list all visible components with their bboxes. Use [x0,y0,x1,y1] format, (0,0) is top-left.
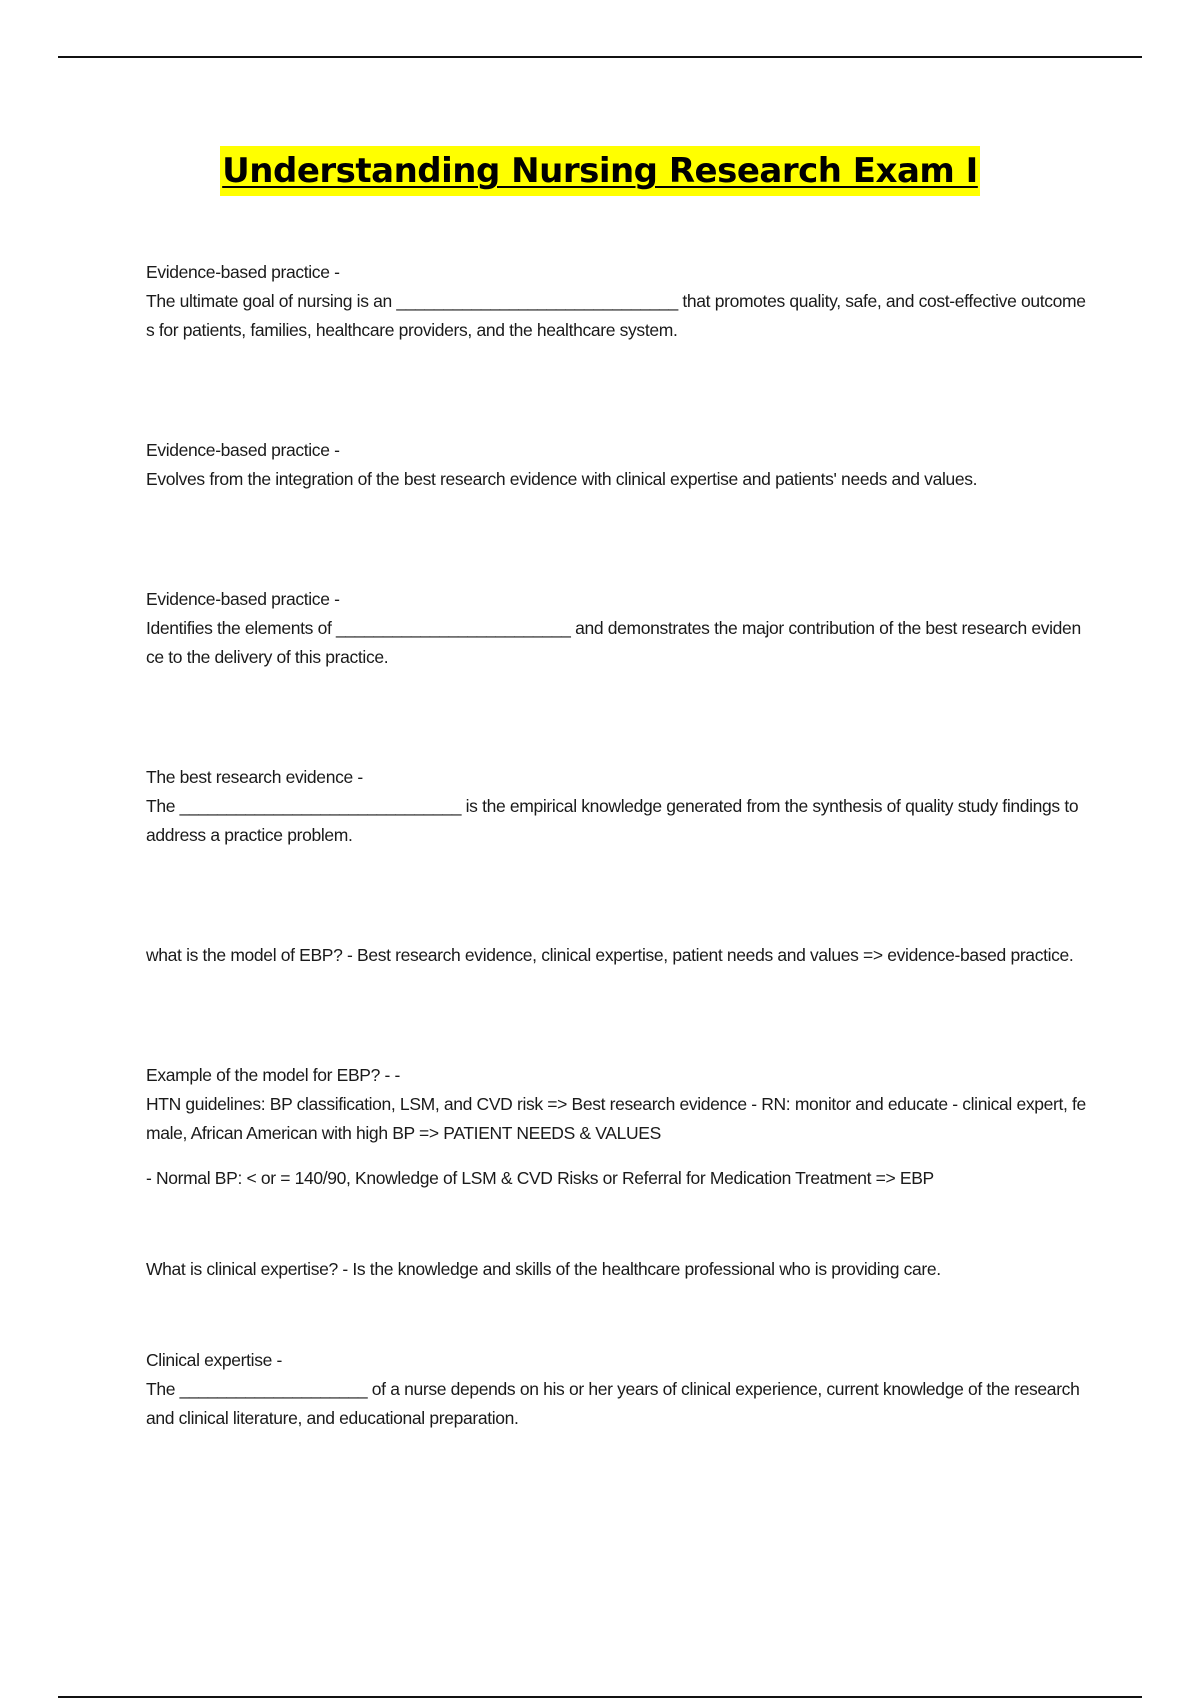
entry-text [146,287,1086,345]
fill-in-blank: _________________________ [335,618,571,638]
entry-text [146,792,1086,850]
text-before-blank: The ultimate goal of nursing is an [146,291,397,311]
text-after-blank: that promotes quality, safe, and cost-effective outcomes for patients, families, healthcare providers, and the healthcare system. [146,291,1086,340]
text-after-blank: of a nurse depends on his or her years of clinical experience, current knowledge of the research and clinical literature, and educational preparation. [146,1379,1080,1428]
entry-text [146,1375,1086,1433]
page-title: Understanding Nursing Research Exam I [220,146,980,196]
entry-heading: Clinical expertise - [146,1350,282,1370]
entry-text: Evolves from the integration of the best research evidence with clinical expertise and patients' needs and values. [146,469,978,489]
text-after-blank: and demonstrates the major contribution of the best research evidence to the delivery of this practice. [146,618,1081,667]
entry-text: what is the model of EBP? - Best research evidence, clinical expertise, patient needs and values => evidence-based practice. [146,945,1074,965]
entry-extra: - Normal BP: < or = 140/90, Knowledge of LSM & CVD Risks or Referral for Medication Treatment => EBP [146,1168,934,1188]
entry-heading: Evidence-based practice - [146,440,340,460]
document-body [146,258,1086,1433]
entry-2 [146,436,1086,494]
entry-7 [146,1255,1086,1284]
text-before-blank: Identifies the elements of [146,618,336,638]
entry-text: What is clinical expertise? - Is the knowledge and skills of the healthcare professional who is providing care. [146,1259,941,1279]
fill-in-blank: ______________________________ [179,796,462,816]
entry-8 [146,1346,1086,1433]
entry-heading: Example of the model for EBP? - - [146,1065,400,1085]
title-container [0,146,1200,196]
entry-4 [146,763,1086,850]
entry-6 [146,1061,1086,1193]
entry-5 [146,941,1086,970]
entry-text [146,614,1086,672]
fill-in-blank: ______________________________ [396,291,678,311]
text-before-blank: The [146,796,180,816]
entry-heading: The best research evidence - [146,767,363,787]
top-rule [58,56,1142,58]
text-after-blank: is the empirical knowledge generated from the synthesis of quality study findings to address a practice problem. [146,796,1079,845]
entry-1 [146,258,1086,345]
text-before-blank: The [146,1379,180,1399]
entry-heading: Evidence-based practice - [146,262,340,282]
entry-heading: Evidence-based practice - [146,589,340,609]
fill-in-blank: ____________________ [179,1379,368,1399]
entry-3 [146,585,1086,672]
bottom-rule [58,1696,1142,1698]
entry-text: HTN guidelines: BP classification, LSM, and CVD risk => Best research evidence - RN: monitor and educate - clinical expert, female, African American with high BP => PATIENT NEEDS & VALUES [146,1094,1086,1143]
